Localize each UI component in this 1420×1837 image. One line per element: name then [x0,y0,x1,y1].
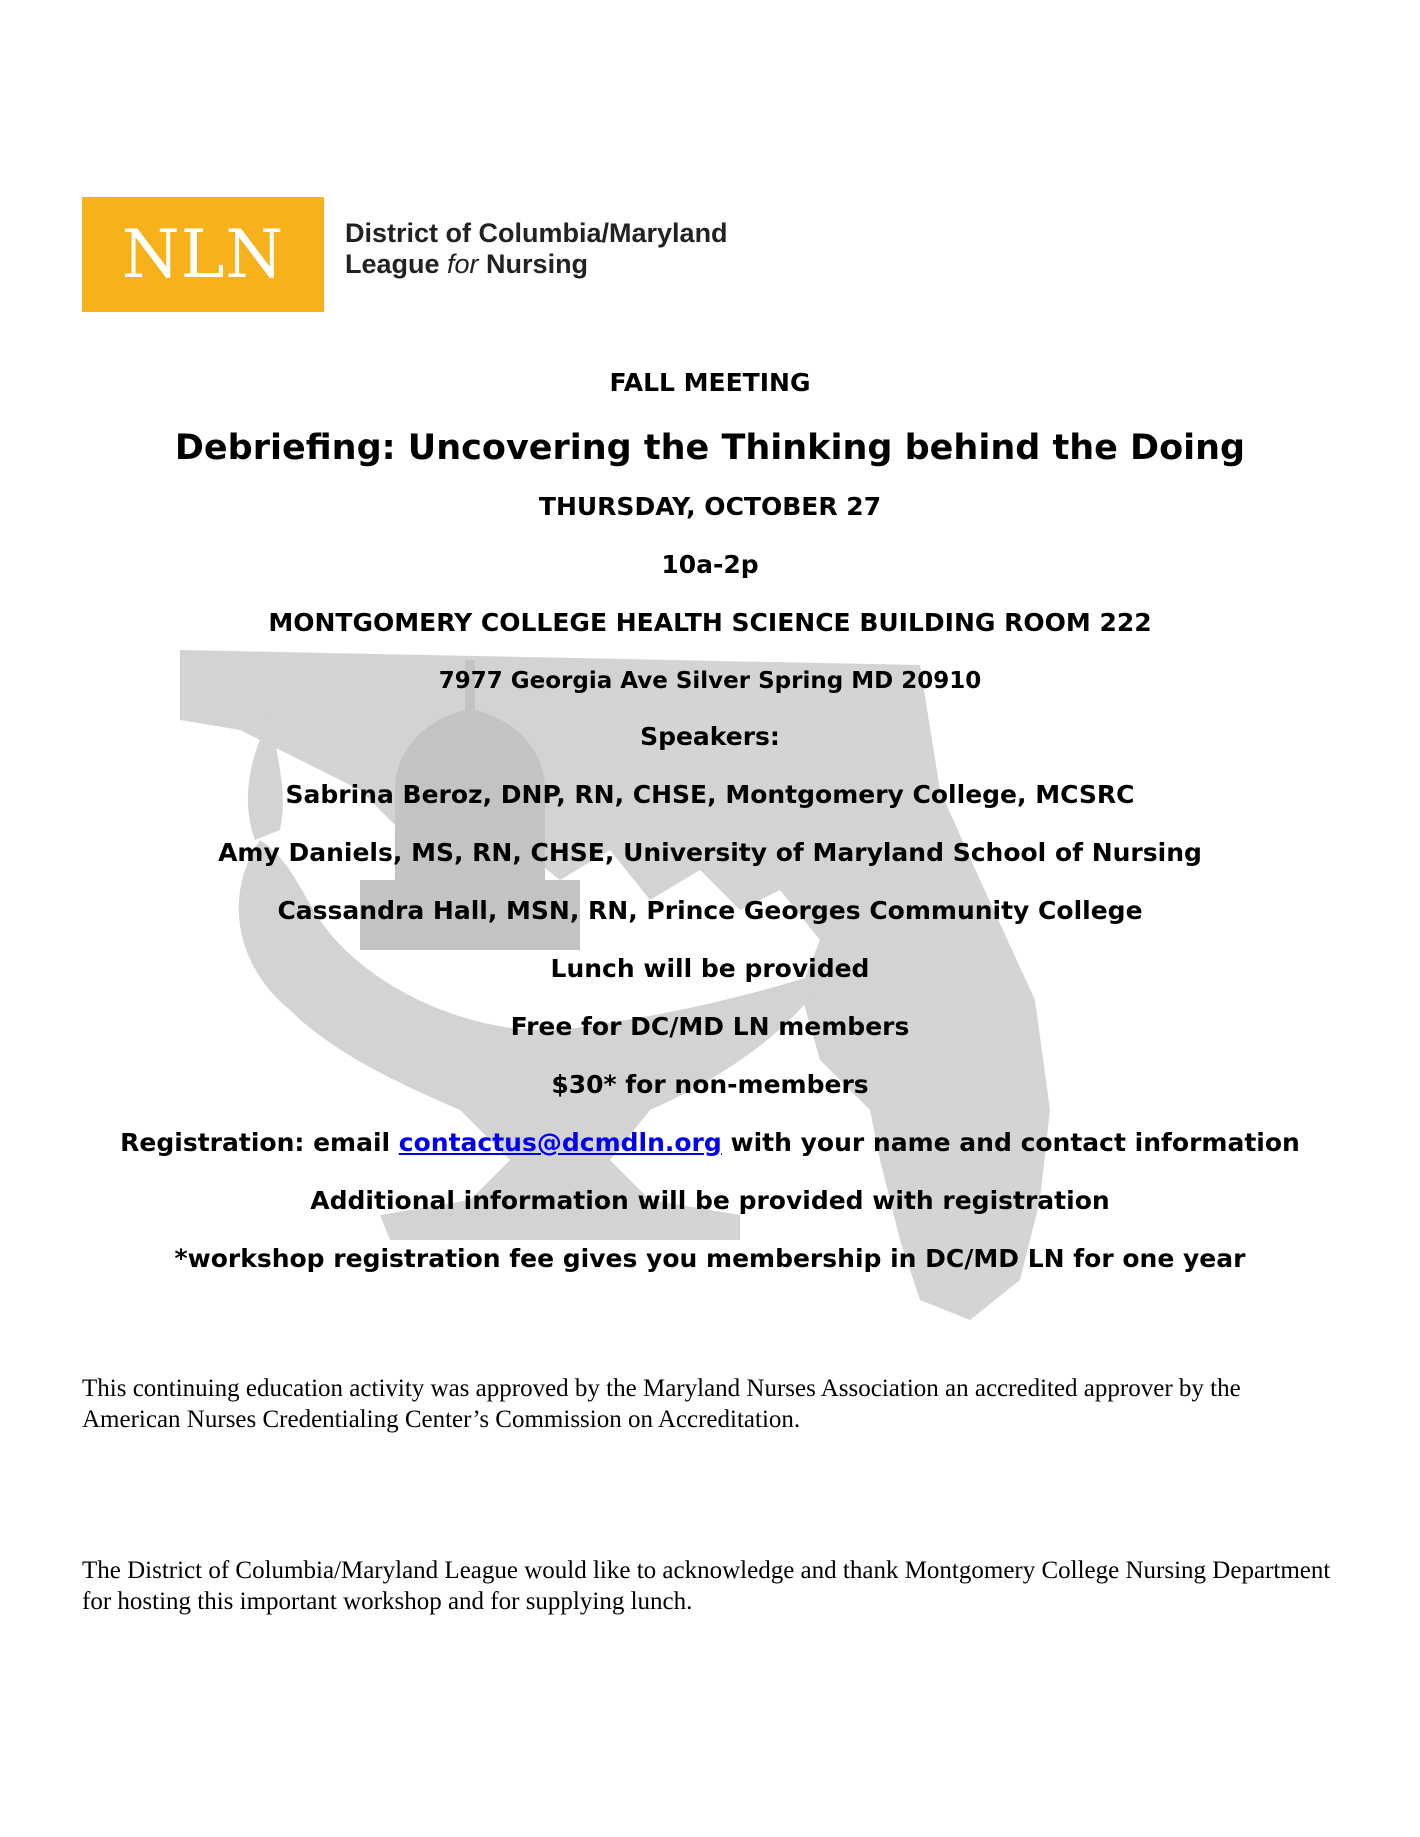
accreditation-paragraph: This continuing education activity was approved by the Maryland Nurses Association an accredited approver by the American Nurses Credentialing Center’s Commission on Accreditation. [82,1375,1241,1433]
registration-prefix: Registration: email [120,1128,399,1157]
org-name-nursing: Nursing [478,249,589,279]
event-heading: FALL MEETING [609,368,811,397]
event-date: THURSDAY, OCTOBER 27 [538,492,882,521]
org-name-line2 [345,249,728,280]
additional-info: Additional information will be provided with registration [310,1186,1110,1215]
speaker-item: Cassandra Hall, MSN, RN, Prince Georges Community College [277,896,1143,925]
nonmember-price: $30* for non-members [551,1070,869,1099]
event-address: 7977 Georgia Ave Silver Spring MD 20910 [438,668,982,694]
speakers-label: Speakers: [640,722,780,751]
speaker-item: Sabrina Beroz, DNP, RN, CHSE, Montgomery College, MCSRC [285,780,1135,809]
org-name-for: for [447,249,479,279]
event-title: Debriefing: Uncovering the Thinking behind the Doing [174,428,1246,468]
event-time: 10a-2p [661,550,759,579]
registration-line [0,1128,1420,1186]
org-name-league: League [345,249,448,279]
registration-suffix: with your name and contact information [721,1128,1300,1157]
registration-email-link[interactable]: contactus@dcmdln.org [398,1128,722,1157]
membership-footnote: *workshop registration fee gives you membership in DC/MD LN for one year [174,1244,1246,1273]
nln-logo-mark: NLN [121,216,285,293]
acknowledgement-paragraph: The District of Columbia/Maryland League would like to acknowledge and thank Montgomery College Nursing Department for hosting this important workshop and for supplying lunch. [82,1557,1331,1615]
member-price: Free for DC/MD LN members [510,1012,910,1041]
nln-logo [82,197,324,312]
event-location: MONTGOMERY COLLEGE HEALTH SCIENCE BUILDING ROOM 222 [268,608,1152,637]
org-name [345,218,728,280]
org-name-line1: District of Columbia/Maryland [345,218,728,248]
speaker-item: Amy Daniels, MS, RN, CHSE, University of Maryland School of Nursing [218,838,1202,867]
event-details [0,368,1420,1302]
lunch-note: Lunch will be provided [550,954,870,983]
